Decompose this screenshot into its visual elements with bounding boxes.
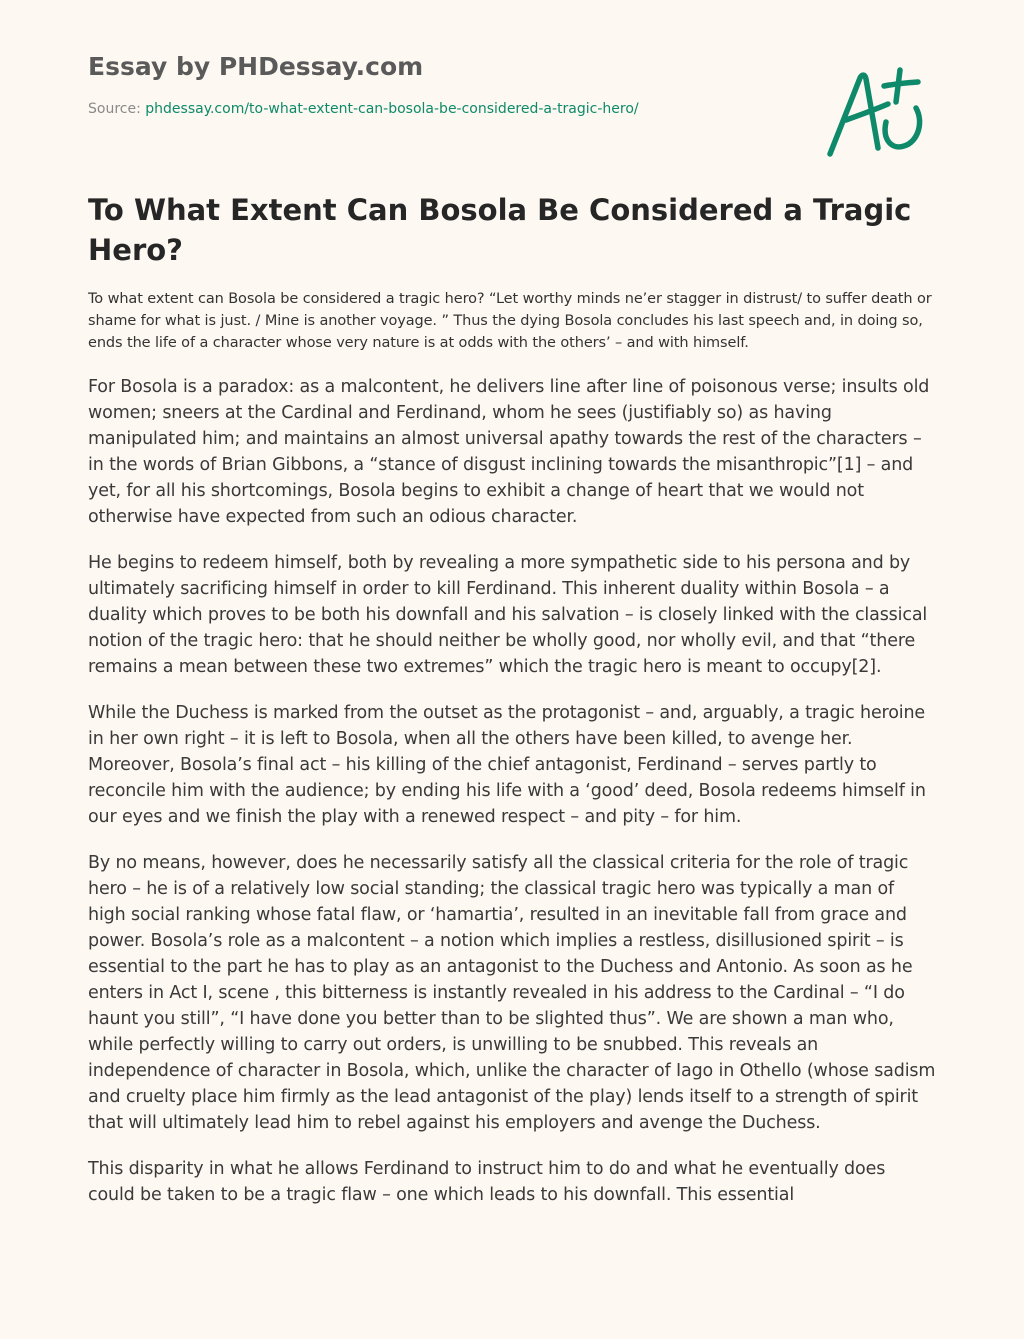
essay-title: To What Extent Can Bosola Be Considered a Tragic Hero? — [88, 193, 912, 267]
essay-paragraph: For Bosola is a paradox: as a malcontent, he delivers line after line of poisonous verse; insults old women; sneers at the Cardinal and Ferdinand, whom he sees (justifiably so) as having manipulated him; and maintains an almost universal apathy towards the rest of the characters – in the words of Brian Gibbons, a “stance of disgust inclining towards the misanthropic”[1] – and yet, for all his shortcomings, Bosola begins to exhibit a change of heart that we would not otherwise have expected from such an odious character. — [88, 377, 930, 527]
a-plus-logo-svg — [826, 66, 930, 158]
source-label: Source: — [88, 101, 141, 117]
site-title[interactable]: Essay by PHDessay.com — [88, 52, 424, 81]
site-header — [88, 52, 788, 118]
a-plus-grade-icon — [826, 66, 930, 158]
source-line — [88, 100, 788, 118]
essay-paragraph: By no means, however, does he necessarily satisfy all the classical criteria for the role of tragic hero – he is of a relatively low social standing; the classical tragic hero was typically a man of high social ranking whose fatal flaw, or ‘hamartia’, resulted in an inevitable fall from grace and power. Bosola’s role as a malcontent – a notion which implies a restless, disillusioned spirit – is essential to the part he has to play as an antagonist to the Duchess and Antonio. As soon as he enters in Act I, scene , this bitterness is instantly revealed in his address to the Cardinal – “I do haunt you still”, “I have done you better than to be slighted thus”. We are shown a man who, while perfectly willing to carry out orders, is unwilling to be snubbed. This reveals an independence of character in Bosola, which, unlike the character of Iago in Othello (whose sadism and cruelty place him firmly as the lead antagonist of the play) lends itself to a strength of spirit that will ultimately lead him to rebel against his employers and avenge the Duchess. — [88, 853, 936, 1133]
essay-paragraph: This disparity in what he allows Ferdinand to instruct him to do and what he eventually does could be taken to be a tragic flaw – one which leads to his downfall. This essential — [88, 1159, 886, 1205]
essay-paragraph: He begins to redeem himself, both by revealing a more sympathetic side to his persona and by ultimately sacrificing himself in order to kill Ferdinand. This inherent duality within Bosola – a duality which proves to be both his downfall and his salvation – is closely linked with the classical notion of the tragic hero: that he should neither be wholly good, nor wholly evil, and that “there remains a mean between these two extremes” which the tragic hero is meant to occupy[2]. — [88, 553, 928, 677]
essay-paragraph: While the Duchess is marked from the outset as the protagonist – and, arguably, a tragic heroine in her own right – it is left to Bosola, when all the others have been killed, to avenge her. Moreover, Bosola’s final act – his killing of the chief antagonist, Ferdinand – serves partly to reconcile him with the audience; by ending his life with a ‘good’ deed, Bosola redeems himself in our eyes and we finish the play with a renewed respect – and pity – for him. — [88, 703, 926, 827]
essay-intro: To what extent can Bosola be considered a tragic hero? “Let worthy minds ne’er stagger in distrust/ to suffer death or shame for what is just. / Mine is another voyage. ” Thus the dying Bosola concludes his last speech and, in doing so, ends the life of a character whose very nature is at odds with the others’ – and with himself. — [88, 291, 932, 351]
essay-content — [88, 190, 936, 1228]
source-link[interactable]: phdessay.com/to-what-extent-can-bosola-be-considered-a-tragic-hero/ — [145, 101, 639, 117]
